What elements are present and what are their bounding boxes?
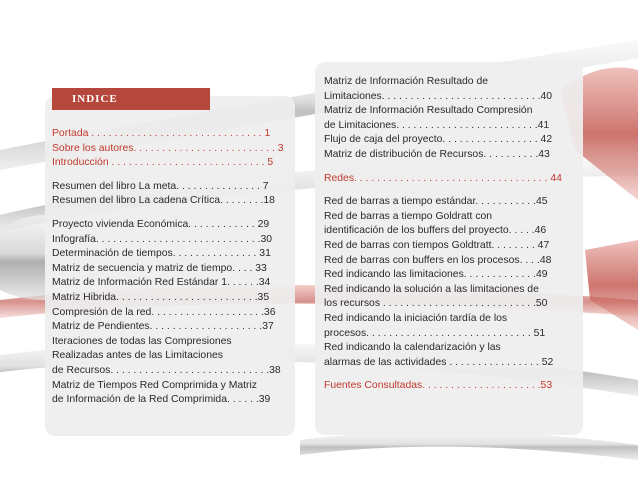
toc-entry[interactable]: Flujo de caja del proyecto. . . . . . . . . . . . . . . . . 42 [324, 134, 553, 146]
left-table-of-contents [52, 127, 290, 408]
toc-entry[interactable]: procesos. . . . . . . . . . . . . . . . . . . . . . . . . . . . . 51 [324, 327, 546, 339]
toc-entry[interactable]: de Recursos. . . . . . . . . . . . . . . . . . . . . . . . . . . .38 [52, 364, 281, 376]
toc-entry[interactable]: Realizadas antes de las Limitaciones [52, 350, 223, 362]
toc-entry[interactable]: Red de barras a tiempo estándar. . . . . . . . . . .45 [324, 196, 548, 208]
toc-entry[interactable]: Infografía. . . . . . . . . . . . . . . . . . . . . . . . . . . . .30 [52, 233, 273, 245]
toc-entry-autores[interactable]: Sobre los autores. . . . . . . . . . . . . . . . . . . . . . . . . 3 [52, 142, 284, 154]
right-table-of-contents [324, 75, 574, 394]
toc-entry[interactable]: de Limitaciones. . . . . . . . . . . . . . . . . . . . . . . . .41 [324, 119, 550, 131]
toc-entry[interactable]: Matriz de Información Red Estándar 1. . . . . .34 [52, 277, 271, 289]
spacer [52, 209, 290, 218]
toc-entry[interactable]: Matriz de secuencia y matriz de tiempo. . . . 33 [52, 262, 267, 274]
spacer [324, 186, 574, 195]
toc-entry[interactable]: Resumen del libro La meta. . . . . . . . . . . . . . . 7 [52, 180, 269, 192]
toc-entry[interactable]: alarmas de las actividades . . . . . . . . . . . . . . . . 52 [324, 356, 554, 368]
toc-entry[interactable]: identificación de los buffers del proyecto. . . . .46 [324, 225, 547, 237]
spacer [324, 163, 574, 172]
toc-entry-portada[interactable]: Portada . . . . . . . . . . . . . . . . . . . . . . . . . . . . . . 1 [52, 128, 271, 139]
index-heading: INDICE [52, 88, 210, 110]
toc-entry[interactable]: Red de barras con buffers en los procesos. . . .48 [324, 254, 552, 266]
toc-entry-fuentes[interactable]: Fuentes Consultadas. . . . . . . . . . . . . . . . . . . . .53 [324, 380, 553, 392]
toc-entry[interactable]: Proyecto vivienda Económica. . . . . . . . . . . . 29 [52, 218, 270, 230]
toc-entry[interactable]: Limitaciones. . . . . . . . . . . . . . . . . . . . . . . . . . . .40 [324, 90, 553, 102]
toc-entry[interactable]: Red de barras con tiempos Goldtratt. . . . . . . . 47 [324, 239, 550, 251]
toc-entry[interactable]: Matriz de Información Resultado de [324, 76, 489, 87]
toc-entry[interactable]: Red indicando las limitaciones. . . . . . . . . . . . .49 [324, 269, 548, 281]
toc-entry-introduccion[interactable]: Introducción . . . . . . . . . . . . . . . . . . . . . . . . . . . 5 [52, 157, 274, 169]
toc-entry[interactable]: Matriz de Pendientes. . . . . . . . . . . . . . . . . . . .37 [52, 321, 274, 333]
toc-entry[interactable]: Iteraciones de todas las Compresiones [52, 335, 232, 347]
toc-entry[interactable]: Matriz de Información Resultado Compresión [324, 105, 533, 117]
toc-entry[interactable]: de Información de la Red Comprimida. . . . . .39 [52, 394, 271, 406]
spacer [52, 171, 290, 180]
toc-entry[interactable]: Red de barras a tiempo Goldratt con [324, 210, 493, 222]
toc-entry[interactable]: Determinación de tiempos. . . . . . . . . . . . . . . 31 [52, 248, 271, 260]
toc-entry[interactable]: Matriz de distribución de Recursos. . . . . . . . . .43 [324, 148, 550, 160]
toc-entry-redes[interactable]: Redes. . . . . . . . . . . . . . . . . . . . . . . . . . . . . . . . . . 44 [324, 172, 562, 184]
toc-entry[interactable]: los recursos . . . . . . . . . . . . . . . . . . . . . . . . . . .50 [324, 298, 548, 310]
toc-entry[interactable]: Matriz Hibrida. . . . . . . . . . . . . . . . . . . . . . . . .35 [52, 291, 270, 303]
toc-entry[interactable]: Matriz de Tiempos Red Comprimida y Matriz [52, 379, 257, 391]
spacer [324, 370, 574, 379]
toc-entry[interactable]: Red indicando la solución a las limitaciones de [324, 283, 539, 295]
toc-entry[interactable]: Resumen del libro La cadena Crítica. . . . . . . .18 [52, 195, 275, 207]
toc-entry[interactable]: Red indicando la calendarización y las [324, 342, 501, 354]
toc-entry[interactable]: Compresión de la red. . . . . . . . . . . . . . . . . . . .36 [52, 306, 276, 318]
toc-entry[interactable]: Red indicando la iniciación tardía de los [324, 312, 508, 324]
